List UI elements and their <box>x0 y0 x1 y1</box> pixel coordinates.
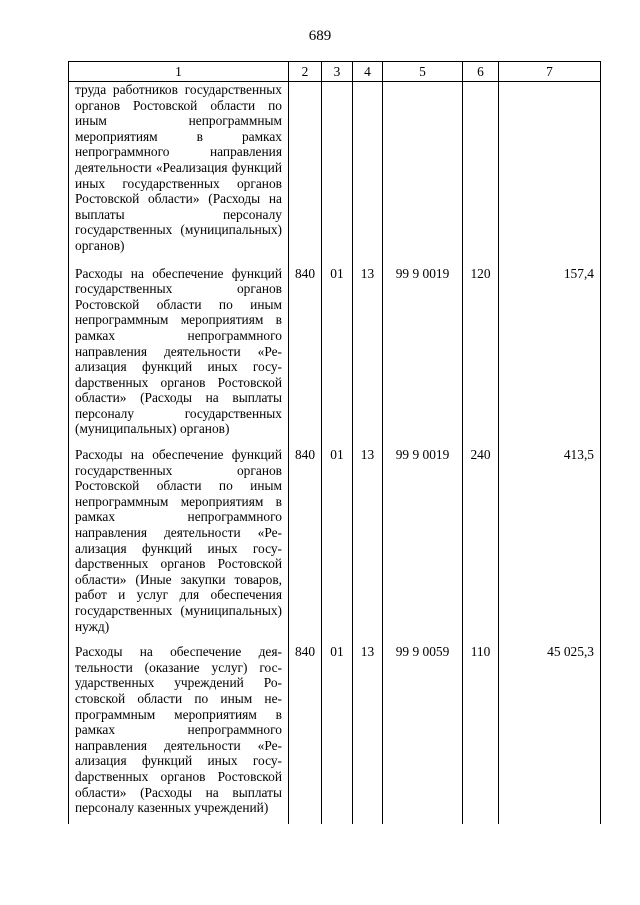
row-ministry-code: 840 <box>289 642 322 824</box>
header-col-6: 6 <box>463 62 499 82</box>
budget-table <box>68 61 601 824</box>
table-row <box>69 642 601 824</box>
row-description: труда работников государственных органов Ростовской области по иным непрограммным мероприятиям в рамках непрограммного направления деятельности «Реализация функций иных государственных органов Ростовской области» (Расходы на выплаты персоналу государственных (муниципальных) органов) <box>69 82 289 264</box>
header-col-7: 7 <box>499 62 601 82</box>
row-subsection-code: 13 <box>353 445 383 642</box>
row-subsection-code <box>353 82 383 264</box>
row-section-code: 01 <box>322 264 353 446</box>
header-row <box>69 62 601 82</box>
page-number: 689 <box>308 28 332 44</box>
row-target-article: 99 9 0019 <box>383 445 463 642</box>
row-description: Расходы на обеспечение функций государственных органов Ростовской области по иным непрограммным мероприятиям в рамках непрограммного направления деятельности «Реализация функций иных госуdарственных органов Ростовской области» (Расходы на выплаты персоналу государственных (муниципальных) органов) <box>69 264 289 446</box>
header-col-5: 5 <box>383 62 463 82</box>
header-col-3: 3 <box>322 62 353 82</box>
row-amount: 45 025,3 <box>499 642 601 824</box>
header-col-2: 2 <box>289 62 322 82</box>
row-section-code <box>322 82 353 264</box>
row-target-article: 99 9 0019 <box>383 264 463 446</box>
row-expense-type: 240 <box>463 445 499 642</box>
row-subsection-code: 13 <box>353 642 383 824</box>
table-row <box>69 82 601 264</box>
table-header <box>69 62 601 82</box>
row-section-code: 01 <box>322 445 353 642</box>
header-col-1: 1 <box>69 62 289 82</box>
table-body <box>69 82 601 824</box>
table-row <box>69 264 601 446</box>
row-section-code: 01 <box>322 642 353 824</box>
row-amount: 413,5 <box>499 445 601 642</box>
row-ministry-code <box>289 82 322 264</box>
row-target-article: 99 9 0059 <box>383 642 463 824</box>
row-description: Расходы на обеспечение деятельности (оказание услуг) государственных учреждений Ростовской области по иным непрограммным мероприятиям в рамках непрограммного направления деятельности «Реализация функций иных госуdарственных органов Ростовской области» (Расходы на выплаты персоналу казенных учреждений) <box>69 642 289 824</box>
row-ministry-code: 840 <box>289 445 322 642</box>
row-amount: 157,4 <box>499 264 601 446</box>
row-expense-type: 110 <box>463 642 499 824</box>
header-col-4: 4 <box>353 62 383 82</box>
row-amount <box>499 82 601 264</box>
row-ministry-code: 840 <box>289 264 322 446</box>
table-row <box>69 445 601 642</box>
row-description: Расходы на обеспечение функций государственных органов Ростовской области по иным непрограммным мероприятиям в рамках непрограммного направления деятельности «Реализация функций иных госуdарственных органов Ростовской области» (Иные закупки товаров, работ и услуг для обеспечения государственных (муниципальных) нужд) <box>69 445 289 642</box>
row-subsection-code: 13 <box>353 264 383 446</box>
row-expense-type <box>463 82 499 264</box>
row-expense-type: 120 <box>463 264 499 446</box>
row-target-article <box>383 82 463 264</box>
